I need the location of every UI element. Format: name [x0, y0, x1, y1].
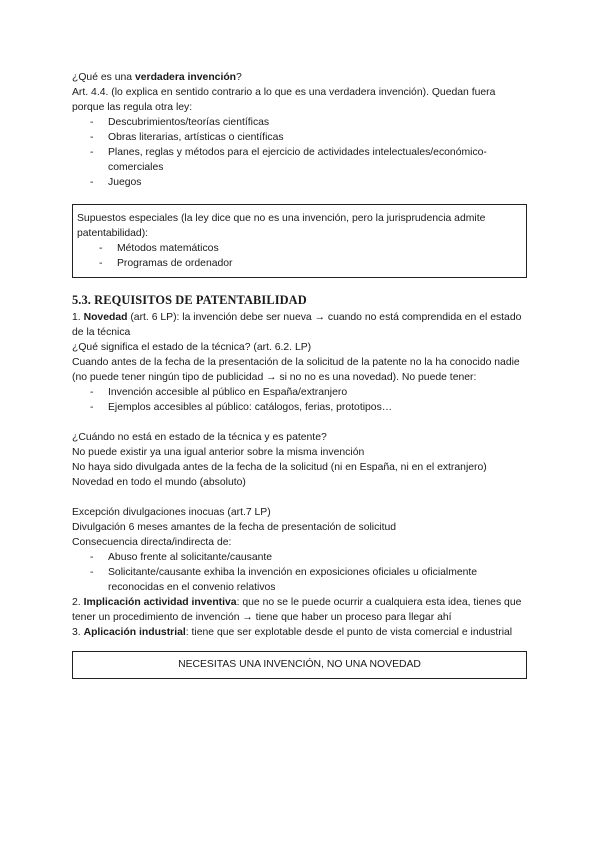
state-of-art-list	[72, 385, 527, 415]
intro-list	[72, 115, 527, 190]
list-item: - Ejemplos accesibles al público: catálogos, ferias, prototipos…	[72, 400, 527, 415]
exception-list	[72, 550, 527, 595]
special-cases-box	[72, 204, 527, 278]
special-cases-list	[77, 241, 522, 271]
special-cases-text: Supuestos especiales (la ley dice que no es una invención, pero la jurisprudencia admite patentabilidad):	[77, 213, 486, 239]
list-item: - Métodos matemáticos	[77, 241, 522, 256]
section-title: 5.3. REQUISITOS DE PATENTABILIDAD	[72, 293, 307, 307]
intro-question: ¿Qué es una verdadera invención?	[72, 72, 242, 83]
list-item: - Solicitante/causante exhiba la invención en exposiciones oficiales u oficialmente reconocidas en el convenio relativos	[72, 565, 527, 595]
novedad-paragraph: 1. Novedad (art. 6 LP): la invención debe ser nueva → cuando no está comprendida en el estado de la técnica	[72, 312, 522, 338]
patent-line: Novedad en todo el mundo (absoluto)	[72, 477, 246, 488]
intro-text: Art. 4.4. (lo explica en sentido contrario a lo que es una verdadera invención). Quedan fuera porque las regula otra ley:	[72, 87, 496, 113]
document-page	[72, 70, 527, 679]
patent-question: ¿Cuándo no está en estado de la técnica y es patente?	[72, 432, 327, 443]
inventive-step-paragraph: 2. Implicación actividad inventiva: que no se le puede ocurrir a cualquiera esta idea, tienes que tener un procedimiento de invención → tiene que haber un proceso para llegar ahí	[72, 597, 522, 623]
list-item: - Juegos	[72, 175, 527, 190]
list-item: - Planes, reglas y métodos para el ejercicio de actividades intelectuales/económico-comerciales	[72, 145, 527, 175]
conclusion-text: NECESITAS UNA INVENCIÓN, NO UNA NOVEDAD	[178, 659, 421, 670]
industrial-application-paragraph: 3. Aplicación industrial: tiene que ser explotable desde el punto de vista comercial e industrial	[72, 627, 513, 638]
patent-line: No haya sido divulgada antes de la fecha de la solicitud (ni en España, ni en el extranjero)	[72, 462, 487, 473]
exception-line: Consecuencia directa/indirecta de:	[72, 537, 232, 548]
exception-line: Excepción divulgaciones inocuas (art.7 LP)	[72, 507, 271, 518]
exception-line: Divulgación 6 meses amantes de la fecha de presentación de solicitud	[72, 522, 397, 533]
list-item: - Obras literarias, artísticas o científicas	[72, 130, 527, 145]
list-item: - Descubrimientos/teorías científicas	[72, 115, 527, 130]
state-of-art-question: ¿Qué significa el estado de la técnica? (art. 6.2. LP)	[72, 342, 312, 353]
conclusion-box	[72, 651, 527, 679]
list-item: - Programas de ordenador	[77, 256, 522, 271]
list-item: - Abuso frente al solicitante/causante	[72, 550, 527, 565]
state-of-art-text: Cuando antes de la fecha de la presentación de la solicitud de la patente no la ha conocido nadie (no puede tener ningún tipo de publicidad → si no no es una novedad). No puede tener:	[72, 357, 520, 383]
list-item: - Invención accesible al público en España/extranjero	[72, 385, 527, 400]
patent-line: No puede existir ya una igual anterior sobre la misma invención	[72, 447, 365, 458]
